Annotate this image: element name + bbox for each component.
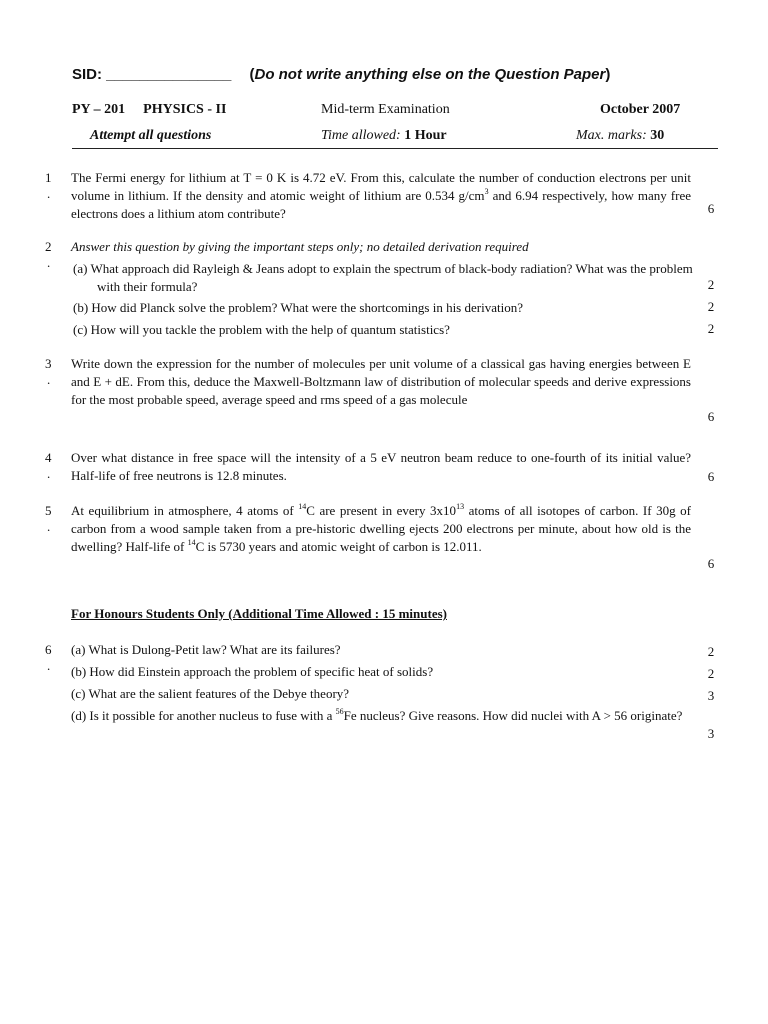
q6-part-d xyxy=(71,707,715,725)
course-code xyxy=(72,102,226,118)
q2-part-b: (b) How did Planck solve the problem? What were the shortcomings in his derivation? xyxy=(73,300,523,315)
q4-text: Over what distance in free space will the intensity of a 5 eV neutron beam reduce to one-fourth of its initial value? Half-life of free neutrons is 12.8 minutes. xyxy=(71,450,691,483)
q3-dot: . xyxy=(47,372,51,387)
q5-text-4: C is 5730 years and atomic weight of carbon is 12.011. xyxy=(195,539,482,554)
max-marks xyxy=(576,128,664,144)
q6-part-b: (b) How did Einstein approach the problem of specific heat of solids? xyxy=(71,664,434,679)
q3-text: Write down the expression for the number of molecules per unit volume of a classical gas having energies between E and E + dE. From this, deduce the Maxwell-Boltzmann law of distribution of molecular speeds and derive expressions for the most probable speed, average speed and rms speed of a gas molecule xyxy=(71,356,691,407)
q6-d-text-2: Fe nucleus? Give reasons. How did nuclei with A > 56 originate? xyxy=(343,708,683,723)
q1-text-a: The Fermi energy for lithium at T = 0 K is 4.72 eV. From this, calculate the number of conduction electrons per unit volume in lithium. If the density and atomic weight of lithium are 0.534 g/cm xyxy=(71,170,691,203)
q5-sup-2: 13 xyxy=(456,502,465,511)
marks-label: Max. marks: xyxy=(576,128,647,143)
instruction-note: (Do not write anything else on the Question Paper) xyxy=(249,66,611,83)
q5-text-2: C are present in every 3x10 xyxy=(306,503,457,518)
q6-a-marks: 2 xyxy=(707,644,715,659)
q5-text xyxy=(71,502,691,556)
exam-date: October 2007 xyxy=(600,102,681,117)
q1-dot: . xyxy=(47,186,51,201)
course-code-text: PY – 201 xyxy=(72,102,126,117)
q6-part-c: (c) What are the salient features of the Debye theory? xyxy=(71,686,350,701)
sid-blank: _______________ xyxy=(106,66,232,83)
q6-c-marks: 3 xyxy=(707,688,715,703)
q5-text-1: At equilibrium in atmosphere, 4 atoms of xyxy=(71,503,299,518)
q2-part-c: (c) How will you tackle the problem with the help of quantum statistics? xyxy=(73,322,450,337)
q4-marks: 6 xyxy=(707,469,715,484)
q3-marks: 6 xyxy=(707,409,715,424)
attempt-instruction: Attempt all questions xyxy=(90,128,212,143)
time-label: Time allowed: xyxy=(321,128,401,143)
q5-text-3: atoms of all isotopes of carbon. If 30g of carbon from a wood sample taken from a pre-historic dwelling ejects 200 electrons per minute, about how old is the dwelling? Half-life of xyxy=(71,503,691,554)
q6-d-text-1: (d) Is it possible for another nucleus to fuse with a xyxy=(71,708,336,723)
q5-sup-3: 14 xyxy=(187,538,196,547)
marks-value: 30 xyxy=(650,128,665,143)
time-value: 1 Hour xyxy=(404,128,447,143)
course-title: PHYSICS - II xyxy=(143,102,227,117)
q1-number: 1 xyxy=(45,170,52,185)
q2-part-a: (a) What approach did Rayleigh & Jeans adopt to explain the spectrum of black-body radiation? What was the problem with their formula? xyxy=(73,261,693,294)
q2-b-marks: 2 xyxy=(707,299,715,314)
q1-marks: 6 xyxy=(707,201,715,216)
q5-sup-1: 14 xyxy=(298,502,307,511)
q2-c-marks: 2 xyxy=(707,321,715,336)
sid-line xyxy=(72,66,610,83)
q4-dot: . xyxy=(47,466,51,481)
honours-heading: For Honours Students Only (Additional Time Allowed : 15 minutes) xyxy=(71,606,447,621)
q1-text xyxy=(71,169,691,223)
q6-d-sup: 56 xyxy=(335,707,344,716)
q2-number: 2 xyxy=(45,239,52,254)
q1-text-b: and 6.94 respectively, how many free electrons does a lithium atom contribute? xyxy=(71,188,691,221)
time-allowed xyxy=(321,128,447,144)
q2-dot: . xyxy=(47,255,51,270)
exam-type: Mid-term Examination xyxy=(321,102,450,117)
q5-marks: 6 xyxy=(707,556,715,571)
q6-dot: . xyxy=(47,658,51,673)
q1-sup: 3 xyxy=(484,187,489,196)
q6-b-marks: 2 xyxy=(707,666,715,681)
q6-number: 6 xyxy=(45,642,52,657)
q2-intro: Answer this question by giving the important steps only; no detailed derivation required xyxy=(71,239,529,254)
q6-part-a: (a) What is Dulong-Petit law? What are its failures? xyxy=(71,642,341,657)
q4-number: 4 xyxy=(45,450,52,465)
instruction-text: Do not write anything else on the Question Paper xyxy=(254,66,606,83)
q3-number: 3 xyxy=(45,356,52,371)
q6-d-marks: 3 xyxy=(707,726,715,741)
header-divider xyxy=(72,148,718,149)
q5-number: 5 xyxy=(45,503,52,518)
q5-dot: . xyxy=(47,519,51,534)
sid-label: SID: xyxy=(72,66,102,83)
q2-a-marks: 2 xyxy=(707,277,715,292)
